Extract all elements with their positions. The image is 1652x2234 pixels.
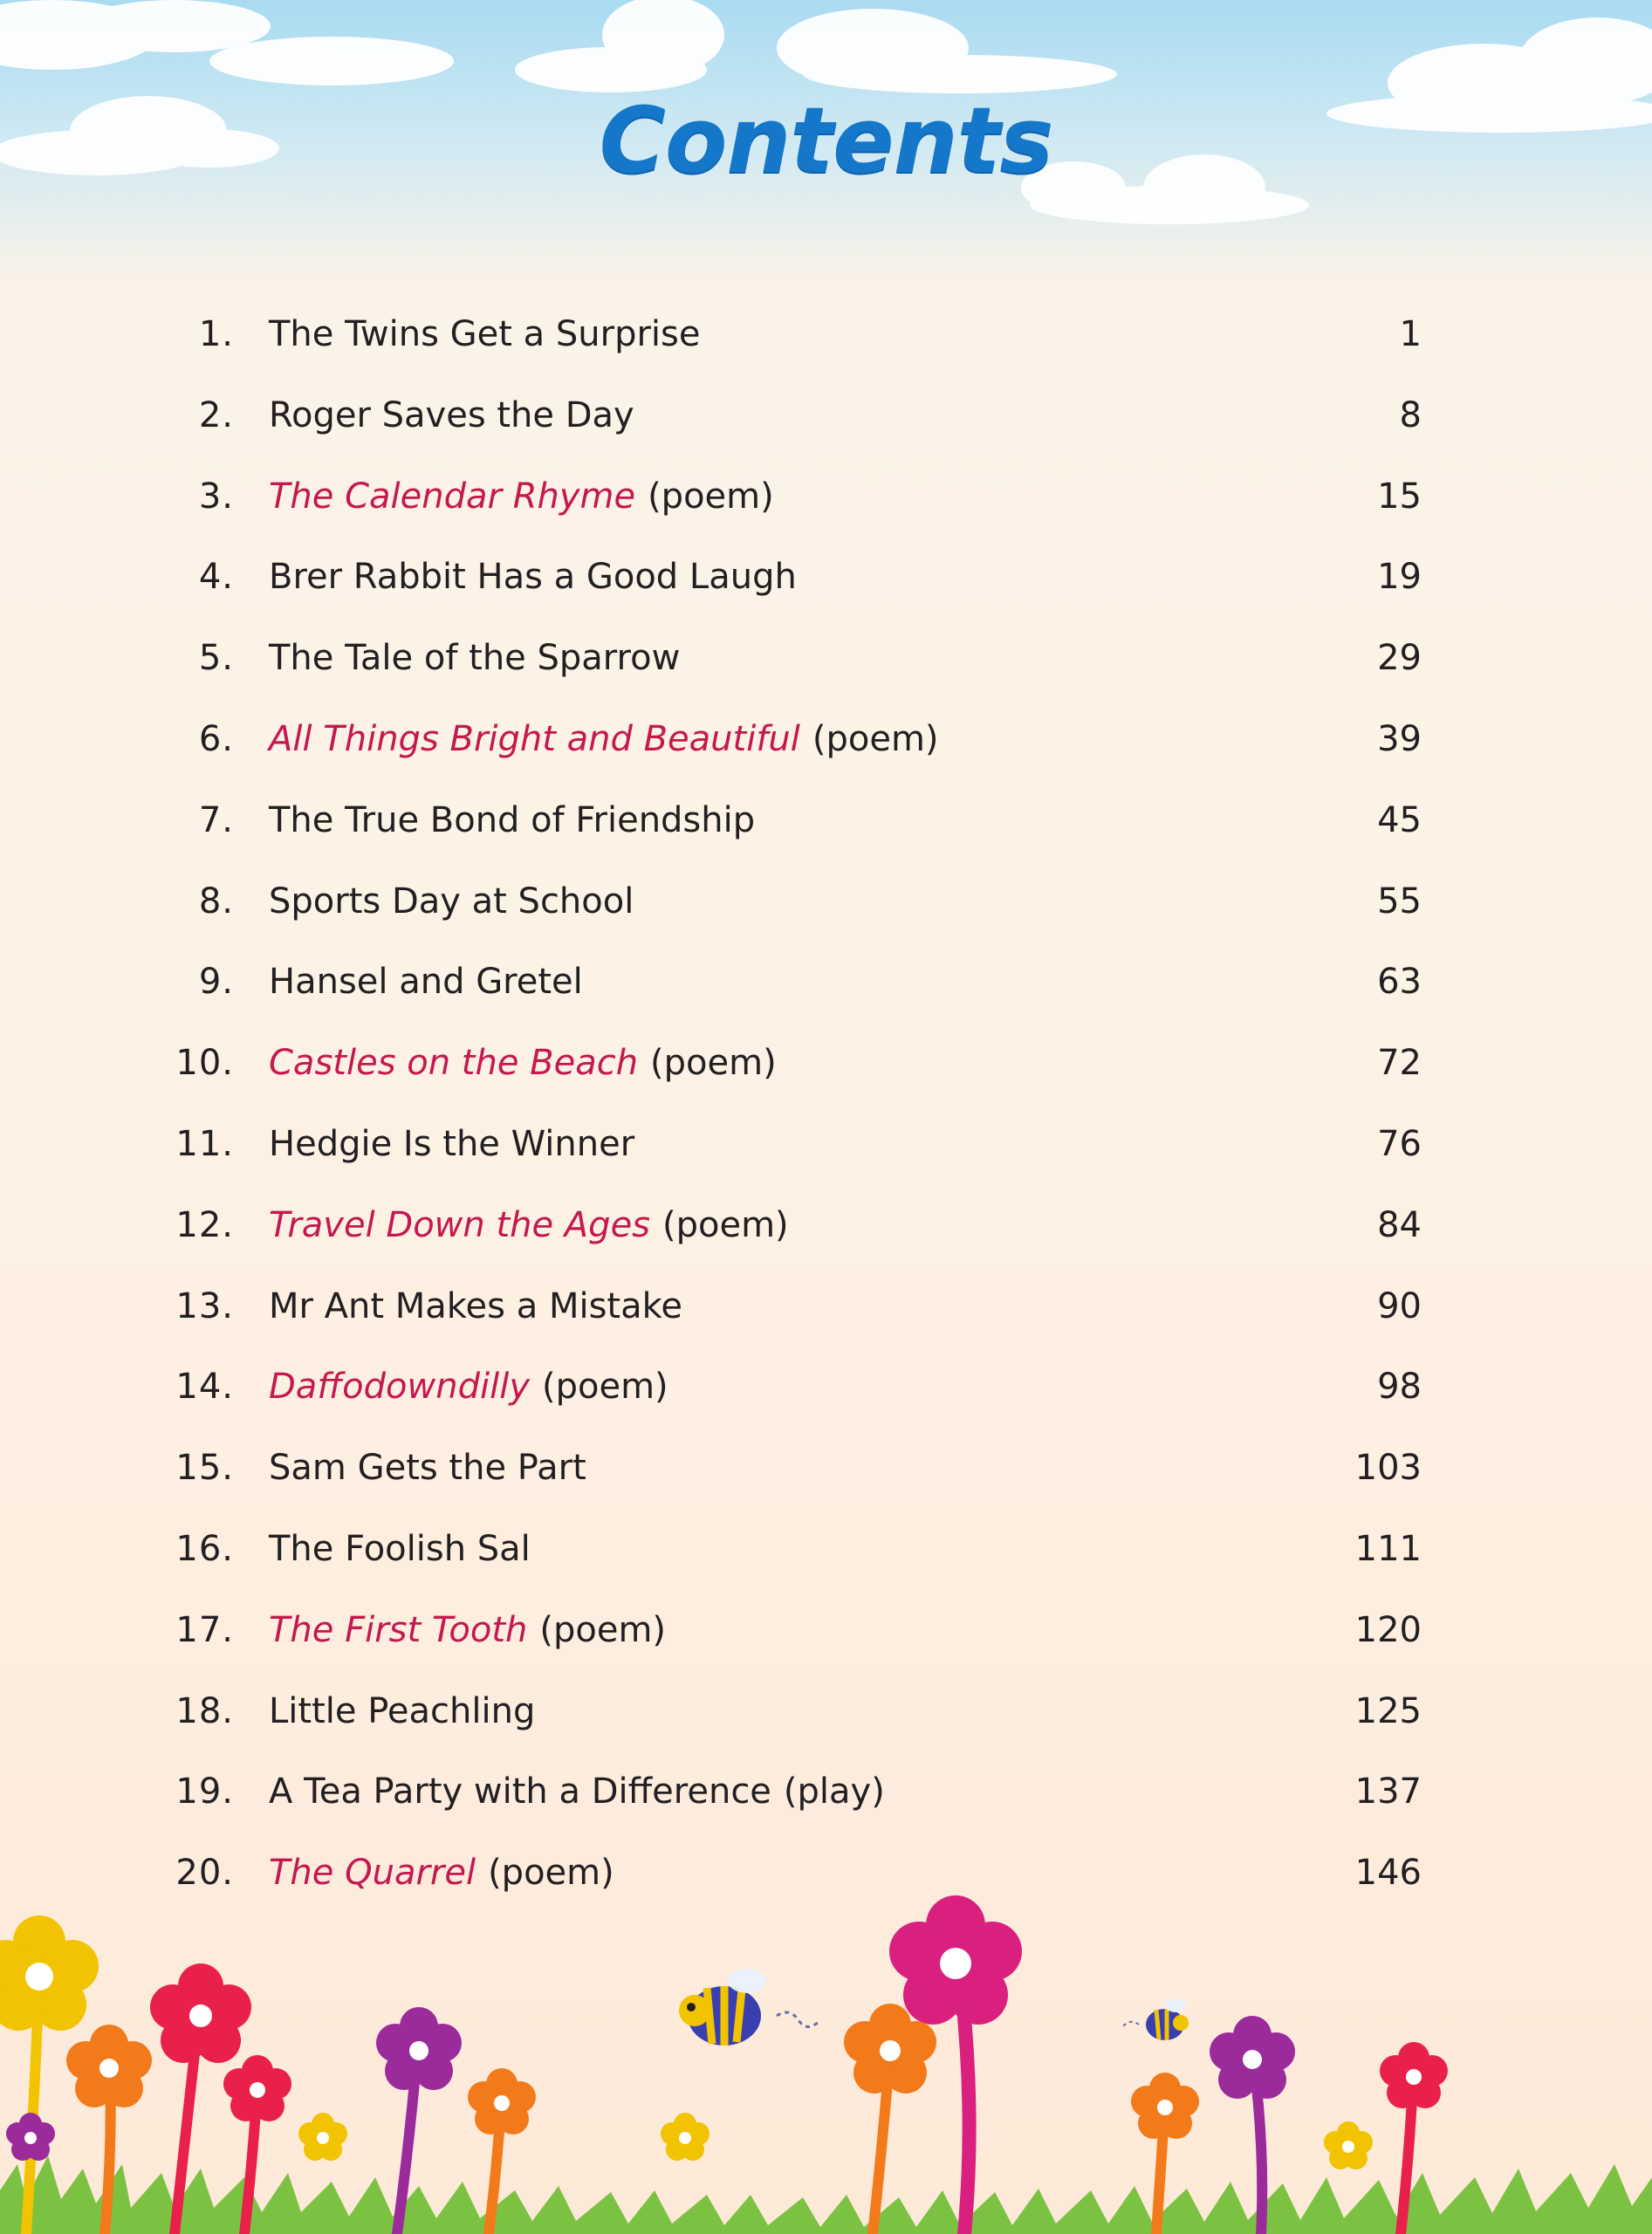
toc-row [0, 785, 1652, 865]
toc-type-label: (poem) [541, 1367, 668, 1408]
toc-title: Little Peachling [269, 1690, 536, 1731]
toc-page-number: 98 [1377, 1367, 1422, 1408]
table-of-contents [0, 298, 1652, 1939]
toc-title: The Twins Get a Surprise [269, 314, 701, 354]
toc-row [0, 1594, 1652, 1675]
toc-number: 11. [175, 1124, 234, 1164]
toc-entry [269, 1610, 666, 1650]
toc-entry [269, 1367, 668, 1407]
toc-entry [269, 1771, 885, 1812]
toc-row [0, 541, 1652, 621]
toc-number: 2. [198, 394, 234, 435]
toc-poem-title: The First Tooth [269, 1609, 528, 1650]
toc-number: 6. [198, 719, 234, 759]
toc-page-number: 19 [1377, 557, 1422, 598]
toc-page-number: 45 [1377, 799, 1422, 840]
toc-entry [269, 800, 755, 840]
toc-number: 15. [175, 1448, 234, 1489]
bee-small-icon [1121, 1998, 1189, 2040]
toc-number: 3. [198, 476, 234, 517]
toc-entry [269, 962, 583, 1002]
toc-title: The True Bond of Friendship [269, 799, 756, 840]
toc-page-number: 146 [1354, 1853, 1422, 1894]
toc-poem-title: The Quarrel [269, 1853, 476, 1894]
toc-poem-title: Castles on the Beach [269, 1043, 639, 1084]
toc-number: 17. [175, 1609, 234, 1650]
toc-entry [269, 719, 939, 759]
toc-title: Mr Ant Makes a Mistake [269, 1285, 682, 1326]
toc-entry [269, 557, 797, 597]
toc-row [0, 1756, 1652, 1836]
toc-number: 7. [198, 799, 234, 840]
toc-page-number: 8 [1399, 394, 1422, 435]
toc-title: Brer Rabbit Has a Good Laugh [269, 557, 797, 598]
toc-number: 9. [198, 962, 234, 1003]
toc-entry [269, 1286, 682, 1326]
toc-type-label: (play) [783, 1771, 885, 1813]
toc-entry [269, 1043, 777, 1083]
toc-title: Hedgie Is the Winner [269, 1124, 635, 1164]
toc-entry [269, 1205, 789, 1245]
flower-garden-illustration [0, 1876, 1652, 2234]
toc-row [0, 1676, 1652, 1756]
toc-type-label: (poem) [648, 476, 774, 517]
toc-number: 4. [198, 557, 234, 598]
toc-number: 14. [175, 1367, 234, 1408]
toc-title: The Foolish Sal [269, 1529, 531, 1569]
toc-number: 1. [198, 314, 234, 354]
toc-row [0, 1271, 1652, 1351]
toc-entry [269, 395, 634, 435]
toc-type-label: (poem) [662, 1204, 789, 1245]
toc-number: 12. [175, 1204, 234, 1245]
toc-row [0, 1189, 1652, 1270]
toc-entry [269, 638, 680, 678]
toc-page-number: 15 [1377, 476, 1422, 517]
toc-row [0, 1513, 1652, 1593]
toc-entry [269, 1124, 634, 1164]
toc-entry [269, 1448, 586, 1488]
toc-row [0, 866, 1652, 946]
toc-row [0, 1027, 1652, 1107]
toc-title: Sam Gets the Part [269, 1448, 586, 1489]
toc-page-number: 137 [1354, 1771, 1422, 1813]
toc-page-number: 63 [1377, 962, 1422, 1003]
toc-page-number: 84 [1377, 1204, 1422, 1245]
toc-row [0, 461, 1652, 541]
toc-title: Sports Day at School [269, 881, 634, 922]
toc-row [0, 298, 1652, 379]
toc-page-number: 111 [1354, 1529, 1422, 1569]
toc-row [0, 1351, 1652, 1431]
toc-page-number: 125 [1354, 1690, 1422, 1731]
toc-number: 18. [175, 1690, 234, 1731]
toc-title: The Tale of the Sparrow [269, 638, 681, 679]
toc-type-label: (poem) [488, 1853, 614, 1894]
toc-page-number: 72 [1377, 1043, 1422, 1084]
toc-number: 13. [175, 1285, 234, 1326]
toc-page-number: 76 [1377, 1124, 1422, 1164]
toc-row [0, 703, 1652, 784]
toc-number: 16. [175, 1529, 234, 1569]
toc-row [0, 622, 1652, 702]
toc-page-number: 1 [1399, 314, 1422, 354]
toc-row [0, 380, 1652, 460]
toc-number: 10. [175, 1043, 234, 1084]
toc-row [0, 946, 1652, 1026]
toc-title: Hansel and Gretel [269, 962, 583, 1003]
toc-entry [269, 1691, 535, 1731]
toc-entry [269, 1529, 531, 1569]
toc-row [0, 1432, 1652, 1512]
toc-row [0, 1108, 1652, 1189]
toc-poem-title: The Calendar Rhyme [269, 476, 636, 517]
toc-entry [269, 476, 774, 517]
toc-page-number: 39 [1377, 719, 1422, 759]
page-title: Contents [599, 87, 1053, 194]
toc-title: A Tea Party with a Difference [269, 1771, 771, 1813]
toc-poem-title: Travel Down the Ages [269, 1204, 651, 1245]
toc-title: Roger Saves the Day [269, 394, 634, 435]
toc-page-number: 120 [1354, 1609, 1422, 1650]
toc-type-label: (poem) [539, 1609, 667, 1650]
toc-type-label: (poem) [812, 719, 939, 759]
toc-type-label: (poem) [650, 1043, 777, 1084]
toc-entry [269, 881, 634, 922]
toc-page-number: 103 [1354, 1448, 1422, 1489]
toc-poem-title: Daffodowndilly [269, 1367, 530, 1408]
toc-poem-title: All Things Bright and Beautiful [269, 719, 800, 759]
toc-entry [269, 314, 700, 354]
toc-number: 8. [198, 881, 234, 922]
toc-page-number: 29 [1377, 638, 1422, 679]
bee-large-icon [679, 1969, 820, 2046]
toc-number: 5. [198, 638, 234, 679]
toc-page-number: 55 [1377, 881, 1422, 922]
toc-page-number: 90 [1377, 1285, 1422, 1326]
toc-number: 19. [175, 1771, 234, 1813]
toc-number: 20. [175, 1853, 234, 1894]
